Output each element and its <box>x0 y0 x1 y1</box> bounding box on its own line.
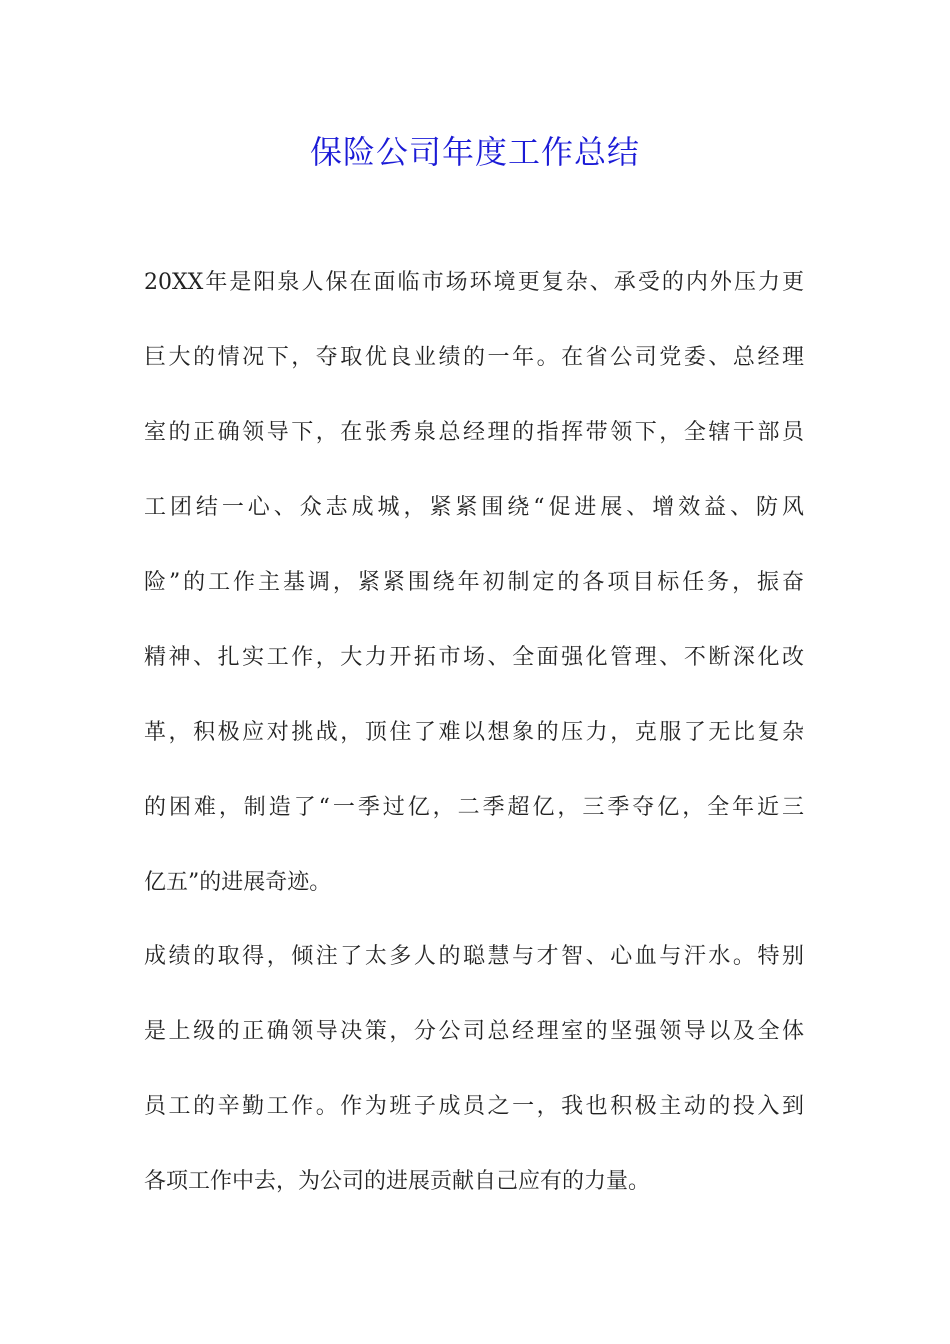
paragraph-line: 各项工作中去，为公司的进展贡献自己应有的力量。 <box>144 1169 651 1194</box>
paragraph-line: 员工的辛勤工作。作为班子成员之一，我也积极主动的投入到 <box>144 1094 804 1119</box>
paragraph-line: 工团结一心、众志成城，紧紧围绕“促进展、增效益、防风 <box>144 495 804 520</box>
paragraph-line: 是上级的正确领导决策，分公司总经理室的坚强领导以及全体 <box>144 1019 804 1044</box>
paragraph-line: 成绩的取得，倾注了太多人的聪慧与才智、心血与汗水。特别 <box>144 944 804 969</box>
paragraph-line: 室的正确领导下，在张秀泉总经理的指挥带领下，全辖干部员 <box>144 420 804 445</box>
paragraph-line: 亿五”的进展奇迹。 <box>144 870 332 895</box>
paragraph-line: 巨大的情况下，夺取优良业绩的一年。在省公司党委、总经理 <box>144 345 804 370</box>
document-title: 保险公司年度工作总结 <box>309 133 640 171</box>
paragraph-line: 险”的工作主基调，紧紧围绕年初制定的各项目标任务，振奋 <box>144 570 804 595</box>
paragraph-line: 革，积极应对挑战，顶住了难以想象的压力，克服了无比复杂 <box>144 720 804 745</box>
paragraph-line: 的困难，制造了“一季过亿，二季超亿，三季夺亿，全年近三 <box>144 795 804 820</box>
paragraph-line: 精神、扎实工作，大力开拓市场、全面强化管理、不断深化改 <box>144 645 804 670</box>
paragraph-line: 20XX年是阳泉人保在面临市场环境更复杂、承受的内外压力更 <box>144 270 804 295</box>
